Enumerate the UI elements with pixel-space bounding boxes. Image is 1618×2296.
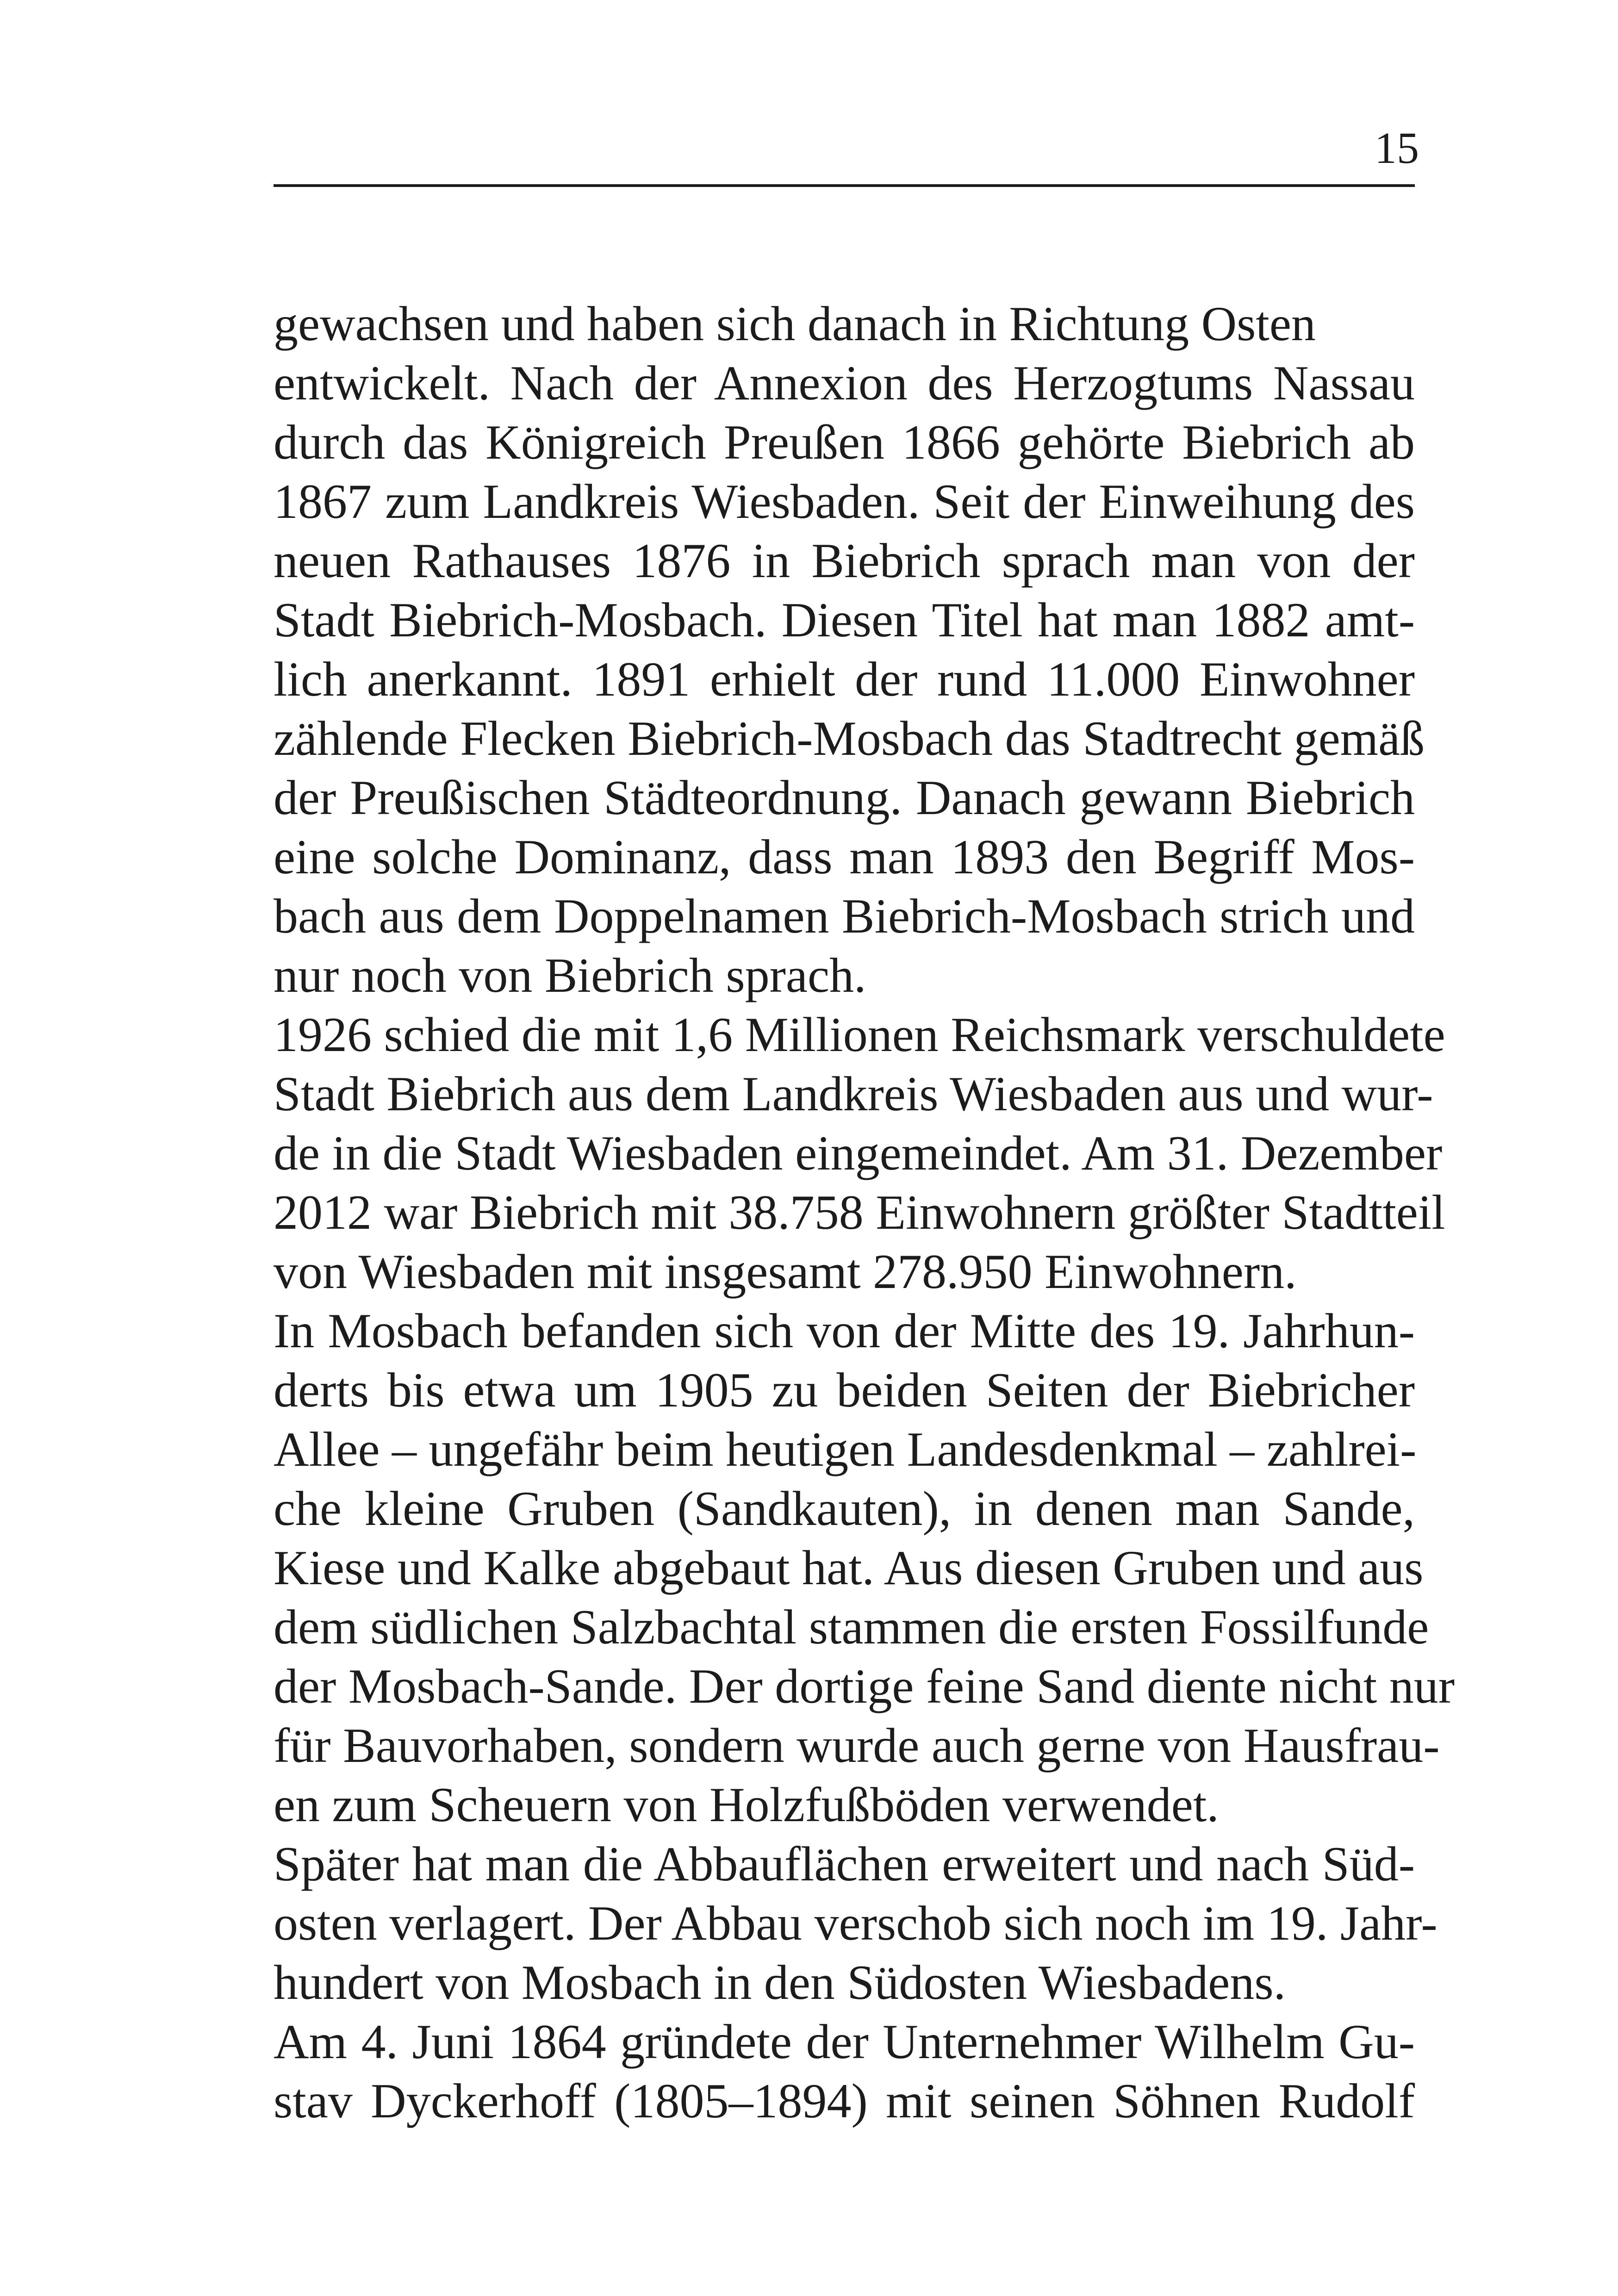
header-rule [274,184,1415,187]
text-line: Später hat man die Abbauflächen erweitert und nach Süd- [274,1837,1415,1891]
text-line: für Bauvorhaben, sondern wurde auch gerne von Hausfrau- [274,1718,1440,1773]
text-line: Stadt Biebrich aus dem Landkreis Wiesbaden aus und wur- [274,1067,1433,1121]
text-line: entwickelt. Nach der Annexion des Herzogtums Nassau [274,356,1415,410]
text-line: de in die Stadt Wiesbaden eingemeindet. Am 31. Dezember [274,1126,1443,1180]
text-line: dem südlichen Salzbachtal stammen die ersten Fossilfunde [274,1600,1429,1654]
text-line: eine solche Dominanz, dass man 1893 den Begriff Mos- [274,830,1415,884]
text-line: lich anerkannt. 1891 erhielt der rund 11.000 Einwohner [274,652,1415,706]
text-line: Allee – ungefähr beim heutigen Landesdenkmal – zahlrei- [274,1422,1417,1476]
text-line: hundert von Mosbach in den Südosten Wiesbadens. [274,1955,1286,2010]
body-text [274,294,1455,2131]
text-line: durch das Königreich Preußen 1866 gehörte Biebrich ab [274,415,1415,469]
text-line: der Preußischen Städteordnung. Danach gewann Biebrich [274,771,1415,825]
text-line: Kiese und Kalke abgebaut hat. Aus diesen Gruben und aus [274,1541,1424,1595]
text-line: 1926 schied die mit 1,6 Millionen Reichsmark verschuldete [274,1008,1445,1062]
text-line: nur noch von Biebrich sprach. [274,948,866,1002]
text-line: osten verlagert. Der Abbau verschob sich noch im 19. Jahr- [274,1896,1438,1950]
text-line: Am 4. Juni 1864 gründete der Unternehmer Wilhelm Gu- [274,2015,1415,2069]
page-number: 15 [1375,123,1419,173]
text-line: 1867 zum Landkreis Wiesbaden. Seit der Einweihung des [274,474,1415,529]
text-line: Stadt Biebrich-Mosbach. Diesen Titel hat man 1882 amt- [274,593,1415,647]
text-line: stav Dyckerhoff (1805–1894) mit seinen Söhnen Rudolf [274,2074,1415,2128]
text-line: von Wiesbaden mit insgesamt 278.950 Einwohnern. [274,1244,1297,1299]
text-line: en zum Scheuern von Holzfußböden verwendet. [274,1778,1219,1832]
text-line: neuen Rathauses 1876 in Biebrich sprach man von der [274,534,1415,588]
text-line: zählende Flecken Biebrich-Mosbach das Stadtrecht gemäß [274,711,1425,765]
text-line: In Mosbach befanden sich von der Mitte des 19. Jahrhun- [274,1304,1415,1358]
text-line: bach aus dem Doppelnamen Biebrich-Mosbach strich und [274,889,1415,943]
text-line: derts bis etwa um 1905 zu beiden Seiten der Biebricher [274,1363,1415,1417]
text-line: che kleine Gruben (Sandkauten), in denen man Sande, [274,1481,1415,1536]
text-line: der Mosbach-Sande. Der dortige feine Sand diente nicht nur [274,1659,1455,1713]
text-line: 2012 war Biebrich mit 38.758 Einwohnern größter Stadtteil [274,1185,1445,1239]
text-line: gewachsen und haben sich danach in Richtung Osten [274,297,1316,351]
